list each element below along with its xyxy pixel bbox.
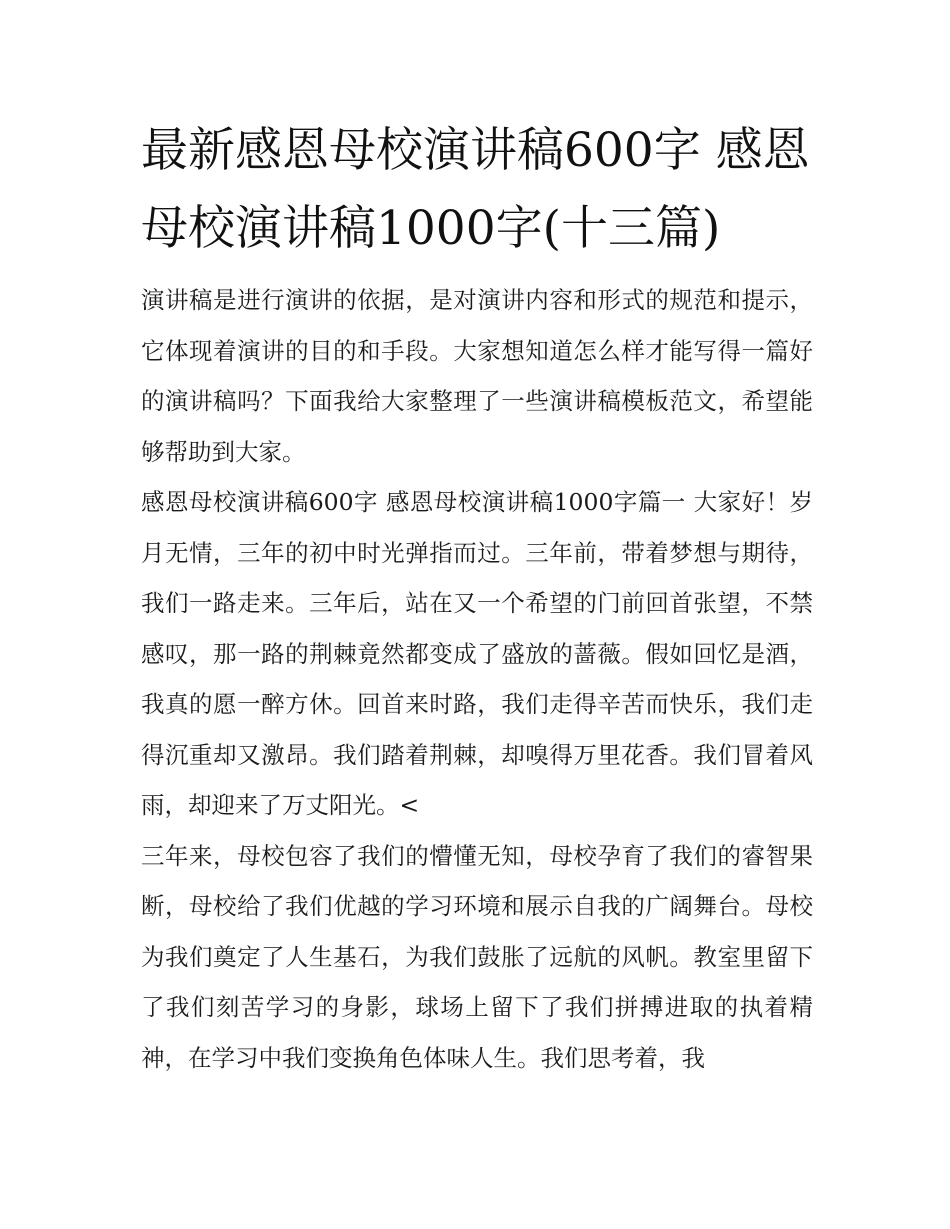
- paragraph-speech-body: 三年来，母校包容了我们的懵懂无知，母校孕育了我们的睿智果断，母校给了我们优越的学习环境和展示自我的广阔舞台。母校为我们奠定了人生基石，为我们鼓胀了远航的风帆。教室里留下了我们刻苦学习的身影，球场上留下了我们拼搏进取的执着精神，在学习中我们变换角色体味人生。我们思考着，我: [141, 841, 813, 1072]
- document-title: 最新感恩母校演讲稿600字 感恩母校演讲稿1000字(十三篇): [141, 123, 810, 256]
- paragraph-intro: 演讲稿是进行演讲的依据，是对演讲内容和形式的规范和提示，它体现着演讲的目的和手段。大家想知道怎么样才能写得一篇好的演讲稿吗？下面我给大家整理了一些演讲稿模板范文，希望能够帮助到大家。: [141, 286, 813, 466]
- document-body: [141, 112, 813, 1083]
- paragraph-speech-opening: 感恩母校演讲稿600字 感恩母校演讲稿1000字篇一 大家好！岁月无情，三年的初中时光弹指而过。三年前，带着梦想与期待，我们一路走来。三年后，站在又一个希望的门前回首张望，不禁感叹，那一路的荆棘竟然都变成了盛放的蔷薇。假如回忆是酒，我真的愿一醉方休。回首来时路，我们走得辛苦而快乐，我们走得沉重却又激昂。我们踏着荆棘，却嗅得万里花香。我们冒着风雨，却迎来了万丈阳光。<: [141, 488, 813, 819]
